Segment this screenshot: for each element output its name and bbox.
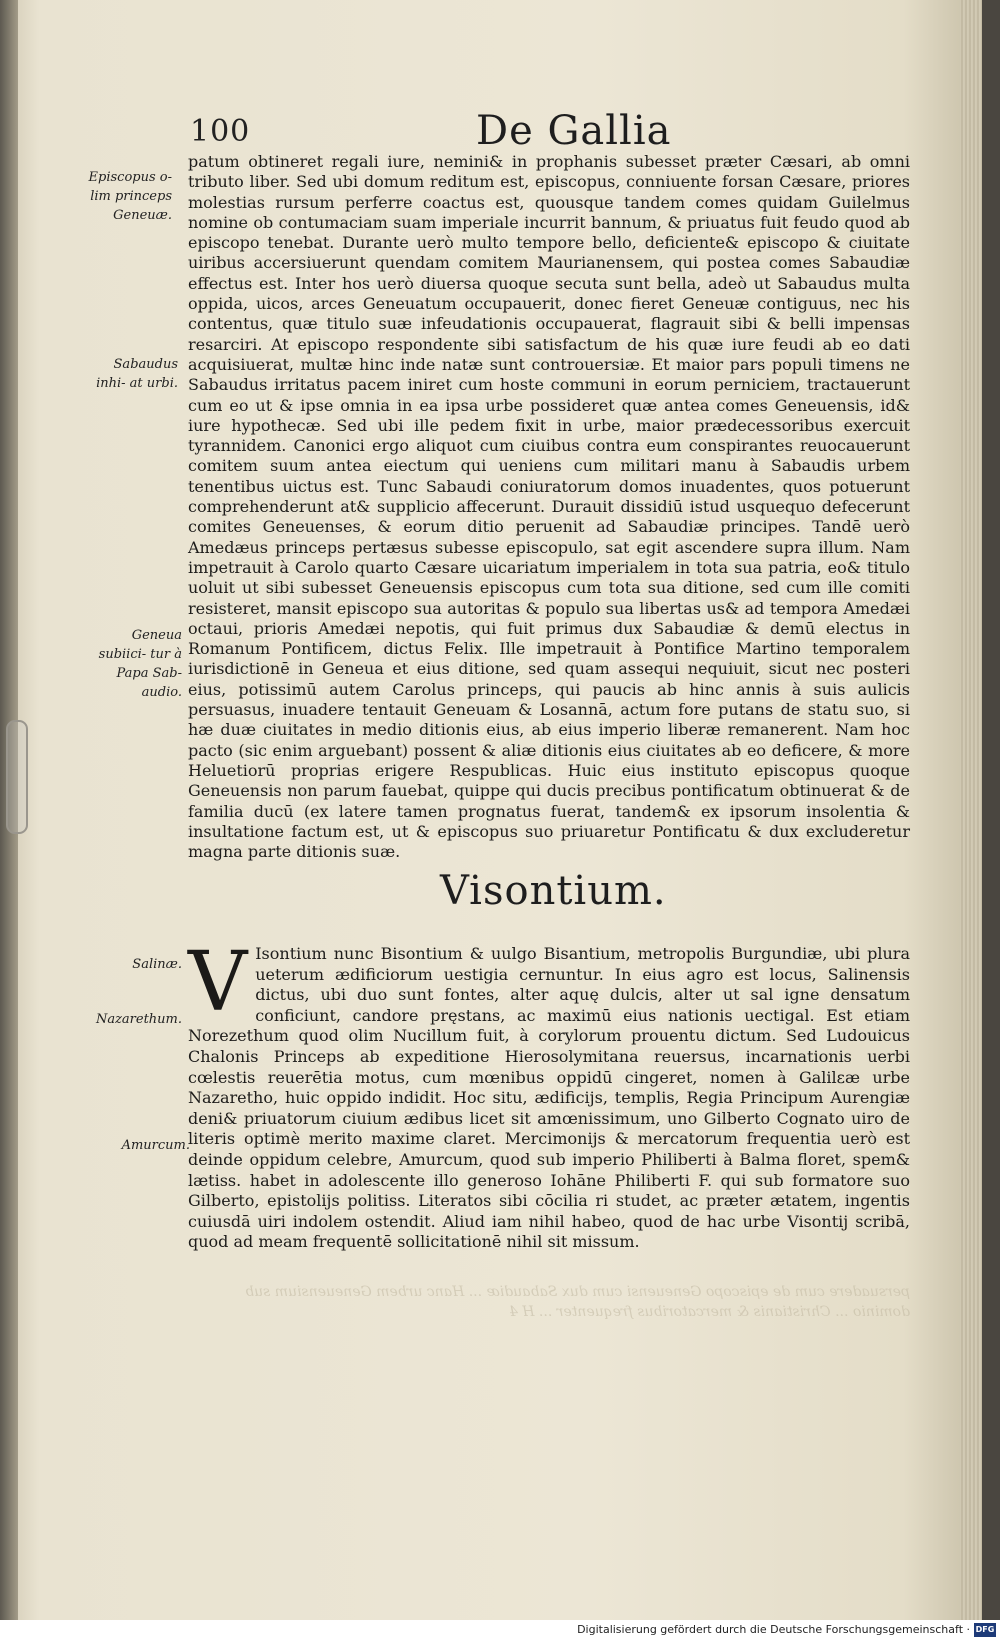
paragraph: Isontium nunc Bisontium & uulgo Bisantium, metropolis Burgundiæ, ubi plura ueterum ædificiorum uestigia cernuntur. In eius agro est locus, Salinensis dictus, ubi duo sunt fontes, alter aquę dulcis, alter ut sal igne densatum conficiunt, candore pręstans, ac maximū eius nationis uectigal. Est etiam Norezethum quod olim Nucillum fuit, à corylorum prouentu dictum. Sed Ludouicus Chalonis Princeps ab expeditione Hierosolymitana reuersus, incarnationis uerbi cœlestis reuerētia motus, cum mœnibus oppidū cingeret, nomen à Galilεæ urbe Nazaretho, huic oppido indidit. Hoc situ, ædificijs, templis, Regia Principum Aurengiæ deni& priuatorum ciuium ædibus licet sit amœnissimum, uno Gilberto Cognato uiro de literis optimè merito maxime claret. Mercimonijs & mercatorum frequentia uerò est deinde oppidum celebre, Amurcum, quod sub imperio Philiberti à Balma floret, spem& lætiss. habet in adolescente illo generoso Iohāne Philiberti F. qui sub formatore suo Gilberto, epistolijs politiss. Literatos sibi cōcilia ri studet, ac præter ætatem, ingentis cuiusdā uiri indolem ostendit. Aliud iam nihil habeo, quod de hac urbe Visontij scribā, quod ad meam frequentē sollicitationē nihil sit missum. <box>188 944 910 1252</box>
digitization-footer <box>0 1620 1000 1642</box>
paragraph: patum obtineret regali iure, nemini& in prophanis subesset præter Cæsari, ab omni tributo liber. Sed ubi domum reditum est, episcopus, conniuente forsan Cæsare, priores molestias rursum perferre coactus est, quousque tandem comes quidam Guilelmus nomine ob contumaciam suam imperiale incurrit bannum, & priuatus fuit feudo quod ab episcopo tenebat. Durante uerò multo tempore bello, deficiente& episcopo & ciuitate uiribus accersiuerunt quendam comitem Maurianensem, qui postea comes Sabaudiæ effectus est. Inter hos uerò diuersa quoque secuta sunt bella, adeò ut Sabaudus multa oppida, uicos, arces Geneuatum occupauerit, donec fieret Geneuæ contiguus, nec his contentus, quæ titulo suæ infeudationis occupauerat, flagrauit sibi & belli impensas resarciri. At episcopo respondente sibi satisfactum de his quæ iure feudi ab eo dati acquisiuerat, multæ hinc inde natæ sunt controuersiæ. Et maior pars populi timens ne Sabaudus irritatus pacem iniret cum hoste communi in eorum perniciem, tractauerunt cum eo ut & ipse omnia in ea ipsa urbe possideret quæ antea comes Geneuensis, id& iure hypothecæ. Sed ubi ille pedem fixit in urbe, maior prædecessoribus exercuit tyrannidem. Canonici ergo aliquot cum ciuibus contra eum conspirantes reuocauerunt comitem suum antea eiectum qui ueniens cum militari manu à Sabaudis urbem tenentibus uictus est. Tunc Sabaudi coniuratorum domos inuadentes, quos potuerunt comprehenderunt at& supplicio affecerunt. Durauit dissidiū istud usquequo defecerunt comites Geneuenses, & eorum ditio peruenit ad Sabaudiæ principes. Tandē uerò Amedæus princeps pertæsus subesse episcopulo, sat egit ascendere supra illum. Nam impetrauit à Carolo quarto Cæsare uicariatum imperialem in tota sua patria, eo& titulo uoluit ut sibi subesset Geneuensis episcopus cum tota sua ditione, sed cum ille comiti resisteret, mansit episcopo sua autoritas & populo sua libertas us& ad tempora Amedæi octaui, prioris Amedæi nepotis, qui fuit primus dux Sabaudiæ & demū electus in Romanum Pontificem, dictus Felix. Ille impetrauit à Pontifice Martino temporalem iurisdictionē in Geneua et eius ditione, sed quam assequi nequiuit, sicut nec posteri eius, potissimū autem Carolus princeps, qui paucis ab hinc annis à suis aulicis persuasus, inuadere tentauit Geneuam & Losannā, actum fore putans de statu suo, si hæ duæ ciuitates in medio ditionis eius, ab eius imperio liberæ remanerent. Nam hoc pacto (sic enim arguebant) possent & aliæ ditionis eius ciuitates ab eo deficere, & more Heluetiorū proprias erigere Respublicas. Huic eius instituto episcopus quoque Geneuensis non parum fauebat, quippe qui ducis precibus pontificatum obtinuerat & de familia ducū (ex latere tamen prognatus fuerat, tandem& ex ipsorum insolentia & insultatione factum est, ut & episcopus suo priuaretur Pontificatu & dux excluderetur magna parte ditionis suæ. <box>188 152 910 862</box>
section-title: Visontium. <box>440 868 667 914</box>
page-number: 100 <box>190 114 251 149</box>
text-block-geneva <box>188 152 910 862</box>
show-through-text: persuadere cum de episcopo Geneuensi cum dux Sabaudiæ ... Hanc urbem Geneuensium sub dominio ... Christianis & mercatoribus frequenter ... H 4 <box>245 1284 910 1320</box>
marginal-note: Sabaudus inhi- at urbi. <box>96 357 178 391</box>
marginal-note: Episcopus o- lim princeps Geneuæ. <box>88 170 172 223</box>
marginal-note: Amurcum. <box>121 1138 190 1153</box>
fore-edge <box>960 0 982 1620</box>
marginal-note: Geneua subiici- tur à Papa Sab- audio. <box>98 628 182 700</box>
page-clip <box>6 720 28 834</box>
marginal-note: Salinæ. <box>132 957 182 972</box>
running-title: De Gallia <box>476 108 672 154</box>
marginal-note: Nazarethum. <box>95 1012 182 1027</box>
drop-cap: V <box>188 935 248 1030</box>
text-block-visontium <box>188 935 910 1253</box>
page-header <box>180 108 920 158</box>
footer-credit: Digitalisierung gefördert durch die Deutsche Forschungsgemeinschaft · <box>577 1623 970 1636</box>
dfg-logo-icon: DFG <box>974 1623 996 1637</box>
